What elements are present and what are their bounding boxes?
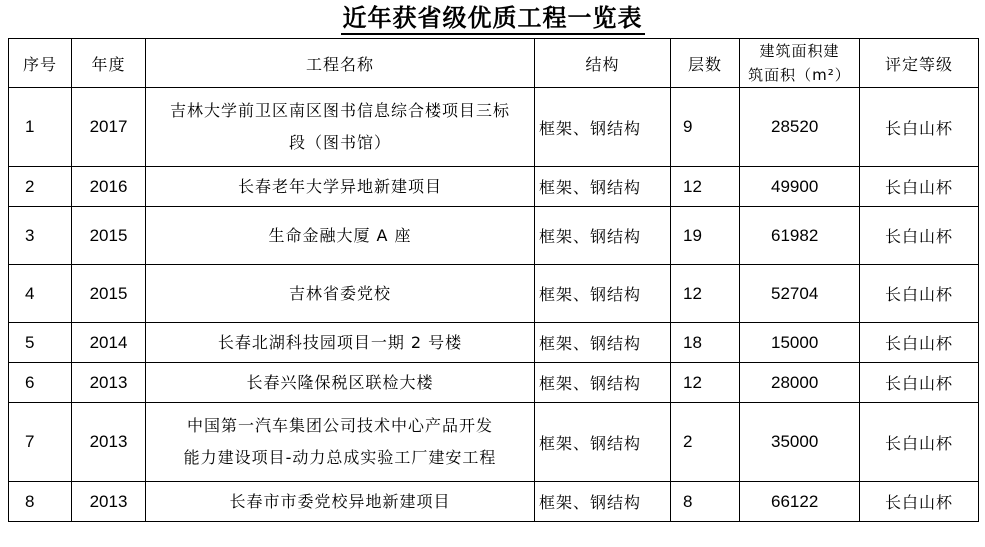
header-area-line1: 建筑面积建 — [759, 42, 840, 60]
cell-structure: 框架、钢结构 — [535, 265, 671, 323]
cell-grade: 长白山杯 — [860, 363, 979, 403]
cell-floors: 18 — [671, 323, 740, 363]
cell-grade: 长白山杯 — [860, 323, 979, 363]
cell-name-line1: 吉林大学前卫区南区图书信息综合楼项目三标 — [169, 101, 510, 120]
cell-name: 长春兴隆保税区联检大楼 — [146, 363, 535, 403]
table-row — [9, 207, 979, 265]
table-row — [9, 265, 979, 323]
cell-structure: 框架、钢结构 — [535, 88, 671, 167]
document-title-text: 近年获省级优质工程一览表 — [341, 3, 645, 35]
cell-year: 2014 — [72, 323, 146, 363]
cell-name: 吉林省委党校 — [146, 265, 535, 323]
cell-structure: 框架、钢结构 — [535, 323, 671, 363]
header-area — [740, 39, 860, 88]
cell-floors: 19 — [671, 207, 740, 265]
cell-floors: 12 — [671, 363, 740, 403]
cell-structure: 框架、钢结构 — [535, 403, 671, 482]
table-row — [9, 323, 979, 363]
cell-grade: 长白山杯 — [860, 403, 979, 482]
cell-area: 15000 — [740, 323, 860, 363]
cell-floors: 2 — [671, 403, 740, 482]
cell-no: 1 — [9, 88, 72, 167]
cell-name: 长春市市委党校异地新建项目 — [146, 482, 535, 522]
cell-floors: 12 — [671, 167, 740, 207]
cell-name-line1: 中国第一汽车集团公司技术中心产品开发 — [186, 416, 493, 435]
cell-structure: 框架、钢结构 — [535, 167, 671, 207]
cell-name — [146, 403, 535, 482]
cell-area: 28520 — [740, 88, 860, 167]
cell-name: 长春北湖科技园项目一期 2 号楼 — [146, 323, 535, 363]
cell-year: 2015 — [72, 207, 146, 265]
table-row — [9, 482, 979, 522]
cell-area: 49900 — [740, 167, 860, 207]
cell-grade: 长白山杯 — [860, 167, 979, 207]
cell-grade: 长白山杯 — [860, 482, 979, 522]
cell-year: 2015 — [72, 265, 146, 323]
cell-structure: 框架、钢结构 — [535, 482, 671, 522]
cell-name: 长春老年大学异地新建项目 — [146, 167, 535, 207]
header-name: 工程名称 — [146, 39, 535, 88]
cell-floors: 12 — [671, 265, 740, 323]
cell-name — [146, 88, 535, 167]
header-area-line2: 筑面积（m²） — [748, 66, 851, 84]
cell-floors: 9 — [671, 88, 740, 167]
cell-no: 4 — [9, 265, 72, 323]
header-floors: 层数 — [671, 39, 740, 88]
header-structure: 结构 — [535, 39, 671, 88]
cell-area: 61982 — [740, 207, 860, 265]
table-row — [9, 88, 979, 167]
table-header-row — [9, 39, 979, 88]
header-year: 年度 — [72, 39, 146, 88]
cell-grade: 长白山杯 — [860, 88, 979, 167]
cell-grade: 长白山杯 — [860, 207, 979, 265]
cell-no: 8 — [9, 482, 72, 522]
cell-structure: 框架、钢结构 — [535, 207, 671, 265]
cell-name-line2: 能力建设项目-动力总成实验工厂建安工程 — [183, 448, 497, 467]
cell-area: 52704 — [740, 265, 860, 323]
cell-year: 2016 — [72, 167, 146, 207]
cell-year: 2013 — [72, 363, 146, 403]
table-row — [9, 363, 979, 403]
cell-no: 6 — [9, 363, 72, 403]
cell-area: 66122 — [740, 482, 860, 522]
cell-floors: 8 — [671, 482, 740, 522]
cell-no: 3 — [9, 207, 72, 265]
cell-year: 2013 — [72, 403, 146, 482]
cell-structure: 框架、钢结构 — [535, 363, 671, 403]
cell-no: 5 — [9, 323, 72, 363]
cell-name: 生命金融大厦 A 座 — [146, 207, 535, 265]
projects-table — [8, 38, 979, 522]
cell-no: 2 — [9, 167, 72, 207]
table-row — [9, 167, 979, 207]
cell-grade: 长白山杯 — [860, 265, 979, 323]
cell-name-line2: 段（图书馆） — [288, 133, 391, 152]
header-grade: 评定等级 — [860, 39, 979, 88]
table-row — [9, 403, 979, 482]
header-no: 序号 — [9, 39, 72, 88]
cell-year: 2013 — [72, 482, 146, 522]
cell-area: 28000 — [740, 363, 860, 403]
cell-year: 2017 — [72, 88, 146, 167]
document-title — [0, 2, 985, 35]
cell-area: 35000 — [740, 403, 860, 482]
cell-no: 7 — [9, 403, 72, 482]
